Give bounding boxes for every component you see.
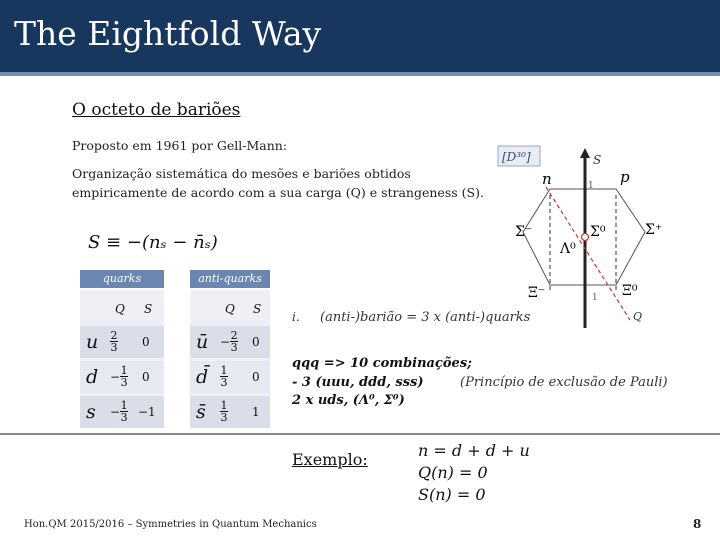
example-label: Exemplo: [292, 450, 368, 469]
tick-top: 1 [588, 181, 594, 191]
page-number: 8 [693, 517, 702, 531]
antiquarks-col-s: S [253, 302, 262, 316]
quarks-col-q: Q [115, 302, 125, 316]
charge-sign: − [110, 369, 121, 384]
quark-symbol: d̄ [196, 366, 209, 388]
diagram-label: [D³⁰] [502, 150, 531, 164]
particle-xi-minus: Ξ⁻ [528, 285, 546, 301]
example-eq-strangeness: S(n) = 0 [418, 485, 486, 504]
charge-numerator: 1 [120, 364, 128, 377]
strangeness-value: 0 [142, 370, 150, 384]
strangeness-value: 1 [252, 405, 260, 419]
charge-fraction [110, 400, 128, 423]
intro-line: Proposto em 1961 por Gell-Mann: [72, 138, 288, 153]
strangeness-value: −1 [138, 405, 156, 419]
charge-numerator: 2 [230, 329, 238, 342]
note-uds: 2 x uds, (Λ⁰, Σ⁰) [292, 393, 405, 408]
charge-value [110, 330, 118, 353]
strangeness-value: 0 [252, 370, 260, 384]
charge-sign: − [110, 404, 121, 419]
quark-symbol: s̄ [196, 401, 206, 423]
particle-n: n [542, 170, 552, 188]
center-particle-dot [582, 234, 589, 241]
note-minus-three: - 3 (uuu, ddd, sss) [292, 375, 424, 390]
example-eq-charge: Q(n) = 0 [418, 463, 488, 482]
charge-fraction [220, 330, 238, 353]
strangeness-value: 0 [142, 335, 150, 349]
antiquarks-col-q: Q [225, 302, 235, 316]
charge-numerator: 2 [110, 329, 118, 342]
charge-denominator: 3 [110, 341, 118, 354]
note-qqq: qqq => 10 combinações; [292, 356, 472, 371]
charge-numerator: 1 [220, 399, 228, 412]
footer-course: Hon.QM 2015/2016 – Symmetries in Quantum Mechanics [24, 519, 317, 530]
charge-denominator: 3 [120, 411, 128, 424]
note-baryon-composition: (anti-)barião = 3 x (anti-)quarks [320, 310, 531, 325]
description-line-2: empiricamente de acordo com a sua carga (Q) e strangeness (S). [72, 185, 484, 200]
charge-value [230, 330, 238, 353]
antiquarks-table-title: anti-quarks [190, 270, 270, 288]
charge-denominator: 3 [220, 376, 228, 389]
strangeness-value: 0 [252, 335, 260, 349]
particle-lambda-zero: Λ⁰ [560, 241, 576, 257]
charge-denominator: 3 [120, 376, 128, 389]
charge-value [220, 400, 228, 423]
particle-sigma-plus: Σ⁺ [645, 222, 663, 238]
tick-bottom: 1 [592, 293, 598, 303]
slide-title: The Eightfold Way [14, 14, 322, 53]
axis-q-label: Q [633, 310, 643, 323]
charge-numerator: 1 [220, 364, 228, 377]
charge-fraction [220, 400, 228, 423]
particle-p: p [620, 168, 630, 186]
quarks-col-s: S [144, 302, 153, 316]
baryon-octet-diagram [490, 140, 680, 330]
example-divider [0, 433, 720, 435]
charge-fraction [110, 330, 118, 353]
description-line-1: Organização sistemática do mesões e bariões obtidos [72, 166, 411, 181]
particle-xi-zero: Ξ⁰ [622, 283, 638, 299]
title-bar [0, 0, 720, 76]
quark-symbol: ū [196, 331, 209, 353]
quark-symbol: s [86, 401, 96, 423]
charge-axis [546, 187, 630, 320]
axis-s-label: S [593, 153, 602, 167]
example-eq-composition: n = d + d + u [418, 441, 530, 460]
quarks-table-title: quarks [80, 270, 164, 288]
charge-fraction [110, 365, 128, 388]
charge-numerator: 1 [120, 399, 128, 412]
charge-sign: − [220, 334, 231, 349]
quark-symbol: d [86, 366, 99, 388]
charge-value [220, 365, 228, 388]
charge-value [120, 400, 128, 423]
particle-sigma-minus: Σ⁻ [515, 224, 533, 240]
quark-symbol: u [86, 331, 99, 353]
charge-denominator: 3 [230, 341, 238, 354]
note-item-number: i. [292, 310, 300, 324]
charge-fraction [220, 365, 228, 388]
strangeness-formula: S ≡ −(nₛ − n̄ₛ) [88, 232, 218, 253]
charge-value [120, 365, 128, 388]
particle-sigma-zero: Σ⁰ [590, 224, 606, 240]
section-heading: O octeto de bariões [72, 100, 241, 120]
charge-denominator: 3 [220, 411, 228, 424]
strangeness-axis-arrow [580, 148, 590, 158]
note-pauli: (Princípio de exclusão de Pauli) [460, 375, 668, 390]
